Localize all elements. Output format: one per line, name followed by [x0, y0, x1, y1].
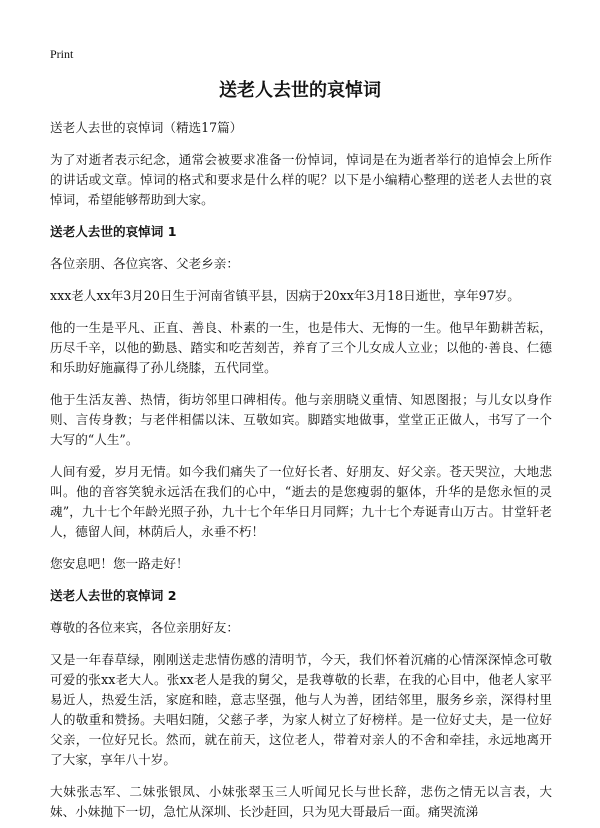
section-heading: 送老人去世的哀悼词 2 — [50, 588, 177, 603]
paragraph: 他于生活友善、热情，街坊邻里口碑相传。他与亲朋晓义重情、知恩图报；与儿女以身作则、言传身教；与老伴相儒以沫、互敬如宾。脚踏实地做事，堂堂正正做人，书写了一个大写的“人生”。 — [50, 392, 552, 447]
document-title: 送老人去世的哀悼词 — [219, 80, 381, 101]
paragraph: 又是一年春草绿，刚刚送走悲情伤感的清明节，今天，我们怀着沉痛的心情深深悼念可敬可爱的张xx老大人。张xx老人是我的舅父，是我尊敬的长辈，在我的心目中，他老人家平易近人，热爱生活，家庭和睦，意志坚强，他与人为善，团结邻里，服务乡亲，深得村里人的敬重和赞扬。夫唱妇随，父慈子孝，为家人树立了好榜样。是一位好丈夫，是一位好父亲，一位好兄长。然而，就在前天，这位老人，带着对亲人的不舍和牵挂，永远地离开了大家，享年八十岁。 — [50, 652, 552, 767]
article-subtitle: 送老人去世的哀悼词（精选17篇） — [50, 120, 243, 135]
section-heading: 送老人去世的哀悼词 1 — [50, 224, 177, 239]
paragraph: 您安息吧！您一路走好！ — [50, 556, 189, 571]
paragraph: 大妹张志军、二妹张银凤、小妹张翠玉三人听闻兄长与世长辞，悲伤之情无以言表，大妹、小妹抛下一切，急忙从深圳、长沙赶回，只为见大哥最后一面。痛哭流涕 — [50, 784, 552, 819]
paragraph: 各位亲朋、各位宾客、父老乡亲： — [50, 256, 239, 271]
article-body — [50, 118, 552, 828]
paragraph: 尊敬的各位来宾，各位亲朋好友： — [50, 620, 239, 635]
paragraph: 他的一生是平凡、正直、善良、朴素的一生，也是伟大、无悔的一生。他早年勤耕苦耘，历尽千辛，以他的勤恳、踏实和吃苦刻苦，养育了三个儿女成人立业；以他的·善良、仁德和乐助好施赢得了孙儿绕膝，五代同堂。 — [50, 320, 552, 375]
intro-paragraph: 为了对逝者表示纪念，通常会被要求准备一份悼词，悼词是在为逝者举行的追悼会上所作的讲话或文章。悼词的格式和要求是什么样的呢？以下是小编精心整理的送老人去世的哀悼词，希望能够帮助到大家。 — [50, 152, 552, 207]
paragraph: 人间有爱，岁月无情。如今我们痛失了一位好长者、好朋友、好父亲。苍天哭泣，大地悲叫。他的音容笑貌永远活在我们的心中，“逝去的是您瘦弱的躯体，升华的是您永恒的灵魂”，九十七个年龄光照子孙，九十七个年华日月同辉；九十七个寿诞青山万古。甘堂轩老人，德留人间，林荫后人，永垂不朽！ — [50, 464, 552, 539]
paragraph: xxx老人xx年3月20日生于河南省镇平县，因病于20xx年3月18日逝世，享年97岁。 — [50, 288, 520, 303]
print-link[interactable]: Print — [50, 47, 74, 61]
